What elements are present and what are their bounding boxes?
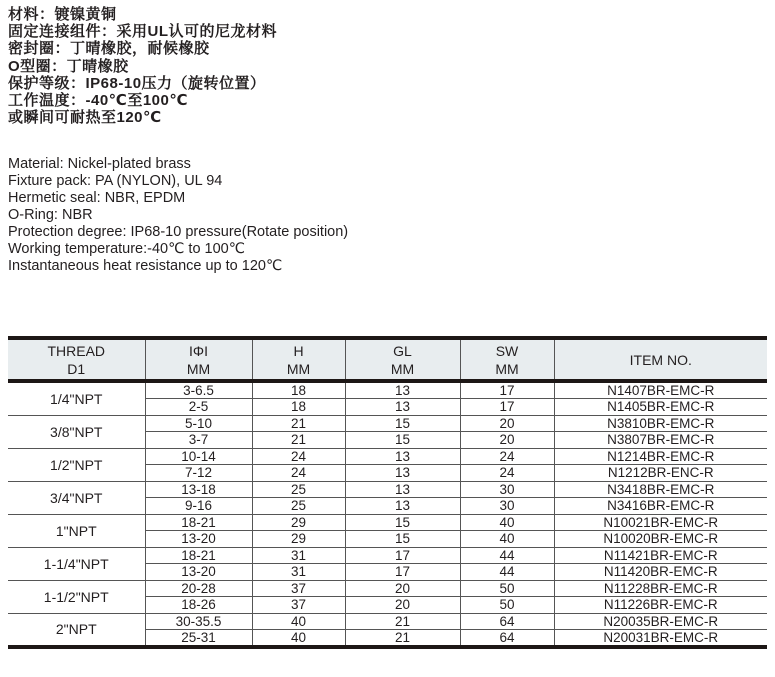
clamp-range-cell: 2-5: [145, 399, 252, 416]
h-cell: 40: [252, 630, 345, 648]
table-row: [8, 580, 767, 597]
col-header-line2: MM: [390, 360, 415, 377]
sw-cell: 17: [460, 399, 554, 416]
col-header-line1: THREAD: [47, 342, 106, 359]
gl-cell: 13: [345, 381, 460, 399]
clamp-range-cell: 9-16: [145, 498, 252, 515]
clamp-range-cell: 3-7: [145, 432, 252, 449]
col-header-item-no: [554, 338, 767, 381]
h-cell: 31: [252, 547, 345, 564]
h-cell: 37: [252, 597, 345, 614]
item-no-cell: N20035BR-EMC-R: [554, 613, 767, 630]
thread-size-cell: 3/8"NPT: [8, 415, 145, 448]
col-header-sw: [460, 338, 554, 381]
spec-line-cn: 材料：镀镍黄铜: [8, 6, 117, 23]
gl-cell: 21: [345, 613, 460, 630]
sw-cell: 64: [460, 630, 554, 648]
spec-line-en: Instantaneous heat resistance up to 120℃: [8, 258, 283, 274]
header-row: [8, 338, 767, 381]
col-header-line1: GL: [393, 342, 412, 359]
clamp-range-cell: 3-6.5: [145, 381, 252, 399]
h-cell: 29: [252, 531, 345, 548]
item-no-cell: N1407BR-EMC-R: [554, 381, 767, 399]
h-cell: 40: [252, 613, 345, 630]
thread-size-cell: 1"NPT: [8, 514, 145, 547]
clamp-range-cell: 5-10: [145, 415, 252, 432]
thread-size-cell: 3/4"NPT: [8, 481, 145, 514]
gl-cell: 17: [345, 564, 460, 581]
sw-cell: 17: [460, 381, 554, 399]
h-cell: 24: [252, 448, 345, 465]
h-cell: 29: [252, 514, 345, 531]
table-row: [8, 415, 767, 432]
clamp-range-cell: 13-20: [145, 531, 252, 548]
item-no-cell: N1214BR-EMC-R: [554, 448, 767, 465]
spec-line-en: Working temperature:-40℃ to 100℃: [8, 241, 246, 257]
english-spec-block: [8, 156, 348, 275]
clamp-range-cell: 7-12: [145, 465, 252, 482]
table-row: [8, 481, 767, 498]
thread-size-cell: 1/2"NPT: [8, 448, 145, 481]
col-header-h: [252, 338, 345, 381]
h-cell: 21: [252, 415, 345, 432]
item-no-cell: N11420BR-EMC-R: [554, 564, 767, 581]
thread-size-cell: 1/4"NPT: [8, 381, 145, 415]
h-cell: 24: [252, 465, 345, 482]
clamp-range-cell: 25-31: [145, 630, 252, 648]
clamp-range-cell: 18-21: [145, 547, 252, 564]
spec-line-cn: 工作温度：-40℃至100℃: [8, 92, 189, 110]
item-no-cell: N3416BR-EMC-R: [554, 498, 767, 515]
col-header-thread: [8, 338, 145, 381]
item-no-cell: N10021BR-EMC-R: [554, 514, 767, 531]
item-no-cell: N10020BR-EMC-R: [554, 531, 767, 548]
item-no-cell: N3810BR-EMC-R: [554, 415, 767, 432]
gl-cell: 20: [345, 580, 460, 597]
sw-cell: 40: [460, 531, 554, 548]
sw-cell: 50: [460, 580, 554, 597]
table-row: [8, 381, 767, 399]
item-no-cell: N3418BR-EMC-R: [554, 481, 767, 498]
table-body: [8, 381, 767, 647]
sw-cell: 24: [460, 448, 554, 465]
clamp-range-cell: 13-20: [145, 564, 252, 581]
clamp-range-cell: 18-26: [145, 597, 252, 614]
sw-cell: 40: [460, 514, 554, 531]
item-no-cell: N1405BR-EMC-R: [554, 399, 767, 416]
col-header-phi: [145, 338, 252, 381]
clamp-range-cell: 20-28: [145, 580, 252, 597]
item-no-cell: N3807BR-EMC-R: [554, 432, 767, 449]
clamp-range-cell: 30-35.5: [145, 613, 252, 630]
sw-cell: 44: [460, 564, 554, 581]
table-row: [8, 514, 767, 531]
clamp-range-cell: 18-21: [145, 514, 252, 531]
sw-cell: 50: [460, 597, 554, 614]
spec-line-en: Fixture pack: PA (NYLON), UL 94: [8, 173, 223, 189]
spec-line-en: Material: Nickel-plated brass: [8, 156, 191, 172]
h-cell: 25: [252, 481, 345, 498]
col-header-line2: D1: [67, 360, 86, 377]
sw-cell: 30: [460, 498, 554, 515]
col-header-line1: SW: [495, 342, 519, 359]
col-header-line1: H: [293, 342, 304, 359]
item-no-cell: N11226BR-EMC-R: [554, 597, 767, 614]
h-cell: 18: [252, 399, 345, 416]
h-cell: 21: [252, 432, 345, 449]
sw-cell: 24: [460, 465, 554, 482]
gl-cell: 15: [345, 531, 460, 548]
spec-line-cn: 密封圈：丁晴橡胶，耐候橡胶: [8, 40, 210, 58]
gl-cell: 13: [345, 399, 460, 416]
sw-cell: 20: [460, 432, 554, 449]
spec-line-en: Hermetic seal: NBR, EPDM: [8, 190, 186, 206]
gl-cell: 20: [345, 597, 460, 614]
chinese-spec-block: [8, 6, 277, 126]
h-cell: 18: [252, 381, 345, 399]
h-cell: 37: [252, 580, 345, 597]
table-row: [8, 613, 767, 630]
clamp-range-cell: 13-18: [145, 481, 252, 498]
clamp-range-cell: 10-14: [145, 448, 252, 465]
item-no-cell: N1212BR-ENC-R: [554, 465, 767, 482]
gl-cell: 15: [345, 432, 460, 449]
table-header-row: [8, 338, 767, 381]
dimension-table: [8, 336, 767, 649]
spec-line-en: O-Ring: NBR: [8, 207, 93, 223]
col-header-line2: MM: [186, 360, 211, 377]
col-header-line2: MM: [286, 360, 311, 377]
col-header-gl: [345, 338, 460, 381]
gl-cell: 13: [345, 498, 460, 515]
spec-line-cn: O型圈：丁晴橡胶: [8, 57, 129, 75]
item-no-cell: N11228BR-EMC-R: [554, 580, 767, 597]
col-header-line2: MM: [495, 360, 519, 377]
sw-cell: 44: [460, 547, 554, 564]
h-cell: 31: [252, 564, 345, 581]
spec-line-cn: 保护等级：IP68-10压力（旋转位置）: [8, 74, 266, 92]
table-row: [8, 448, 767, 465]
gl-cell: 15: [345, 514, 460, 531]
sw-cell: 30: [460, 481, 554, 498]
spec-line-cn: 固定连接组件：采用UL认可的尼龙材料: [8, 23, 277, 41]
gl-cell: 13: [345, 481, 460, 498]
spec-line-cn: 或瞬间可耐热至120℃: [8, 109, 162, 127]
gl-cell: 21: [345, 630, 460, 648]
thread-size-cell: 1-1/2"NPT: [8, 580, 145, 613]
col-header-line1: ITEM NO.: [629, 351, 692, 368]
gl-cell: 13: [345, 465, 460, 482]
sw-cell: 20: [460, 415, 554, 432]
col-header-line1: IΦI: [189, 342, 208, 359]
item-no-cell: N11421BR-EMC-R: [554, 547, 767, 564]
thread-size-cell: 2"NPT: [8, 613, 145, 647]
gl-cell: 15: [345, 415, 460, 432]
item-no-cell: N20031BR-EMC-R: [554, 630, 767, 648]
sw-cell: 64: [460, 613, 554, 630]
table-row: [8, 547, 767, 564]
gl-cell: 17: [345, 547, 460, 564]
spec-line-en: Protection degree: IP68-10 pressure(Rotate position): [8, 224, 349, 240]
gl-cell: 13: [345, 448, 460, 465]
h-cell: 25: [252, 498, 345, 515]
thread-size-cell: 1-1/4"NPT: [8, 547, 145, 580]
